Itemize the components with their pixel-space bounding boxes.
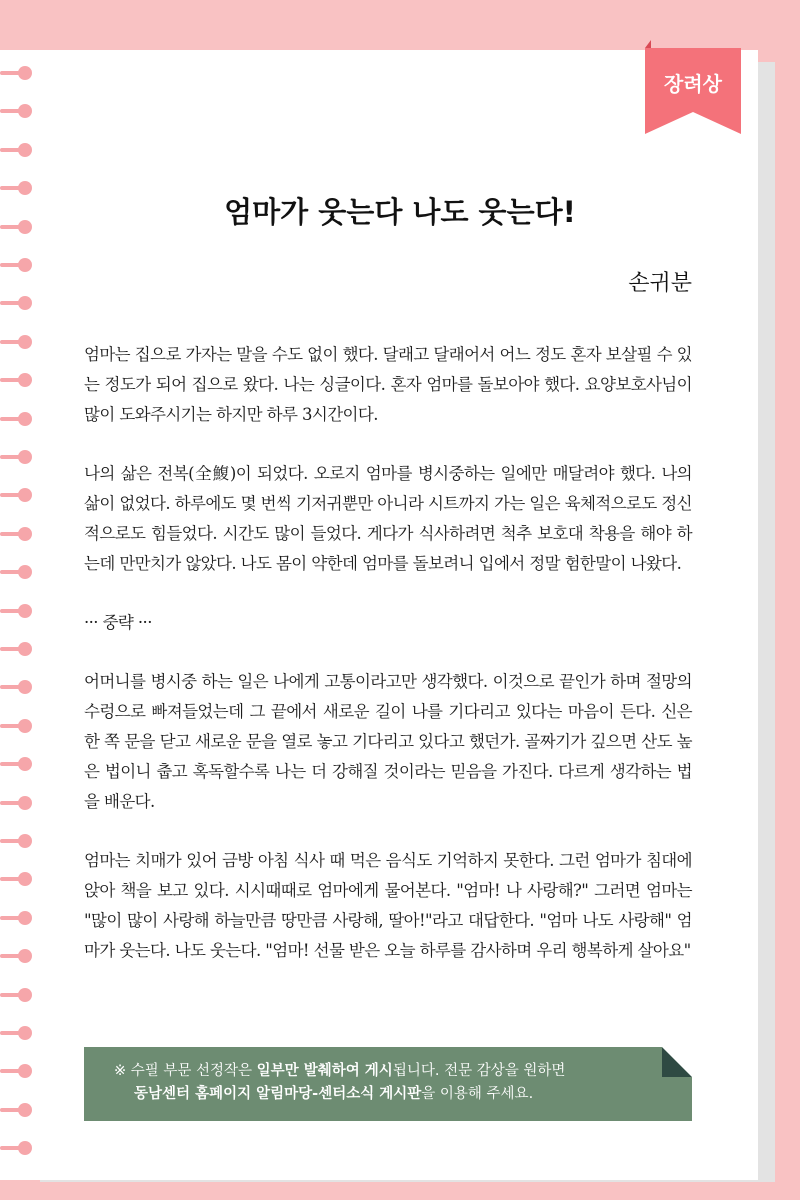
notice-line2-suffix: 을 이용해 주세요. <box>421 1086 534 1102</box>
award-label: 장려상 <box>664 72 722 96</box>
binder-ring <box>0 181 34 195</box>
binder-ring <box>0 949 34 963</box>
paragraph: 어머니를 병시중 하는 일은 나에게 고통이라고만 생각했다. 이것으로 끝인가 하며 절망의 수렁으로 빠져들었는데 그 끝에서 새로운 길이 나를 기다리고 있다는 마음이 든다. 신은 한 쪽 문을 닫고 새로운 문을 열로 놓고 기다리고 있다고 했던가. 골짜기가 깊으면 산도 높은 법이니 춥고 혹독할수록 나는 더 강해질 것이라는 믿음을 가진다. 다르게 생각하는 법을 배운다. <box>84 672 692 811</box>
binder-ring <box>0 680 34 694</box>
binder-ring <box>0 872 34 886</box>
binder-rings <box>0 0 40 1200</box>
binder-ring <box>0 220 34 234</box>
binder-ring <box>0 450 34 464</box>
paragraph: 나의 삶은 전복(全鰒)이 되었다. 오로지 엄마를 병시중하는 일에만 매달려야 했다. 나의 삶이 없었다. 하루에도 몇 번씩 기저귀뿐만 아니라 시트까지 가는 일은 육체적으로도 정신적으로도 힘들었다. 시간도 많이 들었다. 게다가 식사하려면 척추 보호대 착용을 해야 하는데 만만치가 않았다. 나도 몸이 약한데 엄마를 돌보려니 입에서 정말 험한말이 나왔다. <box>84 464 692 573</box>
binder-ring <box>0 335 34 349</box>
article-title: 엄마가 웃는다 나도 웃는다! <box>224 195 576 229</box>
binder-ring <box>0 911 34 925</box>
binder-ring <box>0 565 34 579</box>
excerpt-notice <box>84 1047 692 1121</box>
notice-line2 <box>114 1083 674 1106</box>
binder-ring <box>0 373 34 387</box>
binder-ring <box>0 1103 34 1117</box>
binder-ring <box>0 604 34 618</box>
notice-line1-suffix: 됩니다. 전문 감상을 원하면 <box>392 1063 566 1079</box>
notice-line2-bold: 동남센터 홈페이지 알림마당-센터소식 게시판 <box>134 1086 422 1102</box>
binder-ring <box>0 988 34 1002</box>
binder-ring <box>0 1026 34 1040</box>
binder-ring <box>0 719 34 733</box>
binder-ring <box>0 796 34 810</box>
binder-ring <box>0 412 34 426</box>
author-name: 손귀분 <box>628 271 692 296</box>
notice-text <box>114 1060 674 1106</box>
binder-ring <box>0 1064 34 1078</box>
binder-ring <box>0 1141 34 1155</box>
notice-line1-bold: 일부만 발췌하여 게시 <box>256 1063 393 1079</box>
binder-ring <box>0 143 34 157</box>
binder-ring <box>0 296 34 310</box>
notice-line1-prefix: ※ 수필 부문 선정작은 <box>114 1063 257 1079</box>
binder-ring <box>0 757 34 771</box>
binder-ring <box>0 258 34 272</box>
ribbon-fold <box>645 40 651 48</box>
binder-ring <box>0 642 34 656</box>
paragraph: 엄마는 치매가 있어 금방 아침 식사 때 먹은 음식도 기억하지 못한다. 그런 엄마가 침대에 앉아 책을 보고 있다. 시시때때로 엄마에게 물어본다. "엄마! 나 사랑해?" 그러면 엄마는 "많이 많이 사랑해 하늘만큼 땅만큼 사랑해, 딸아!"라고 대답한다. "엄마 나도 사랑해" 엄마가 웃는다. 나도 웃는다. "엄마! 선물 받은 오늘 하루를 감사하며 우리 행복하게 살아요" <box>84 851 692 960</box>
article-body <box>84 340 692 995</box>
binder-ring <box>0 104 34 118</box>
paragraph: 엄마는 집으로 가자는 말을 수도 없이 했다. 달래고 달래어서 어느 정도 혼자 보살필 수 있는 정도가 되어 집으로 왔다. 나는 싱글이다. 혼자 엄마를 돌보아야 했다. 요양보호사님이 많이 도와주시기는 하지만 하루 3시간이다. <box>84 345 692 424</box>
binder-ring <box>0 66 34 80</box>
binder-ring <box>0 527 34 541</box>
omission-marker: ··· 중략 ··· <box>84 613 152 632</box>
binder-ring <box>0 488 34 502</box>
binder-ring <box>0 834 34 848</box>
